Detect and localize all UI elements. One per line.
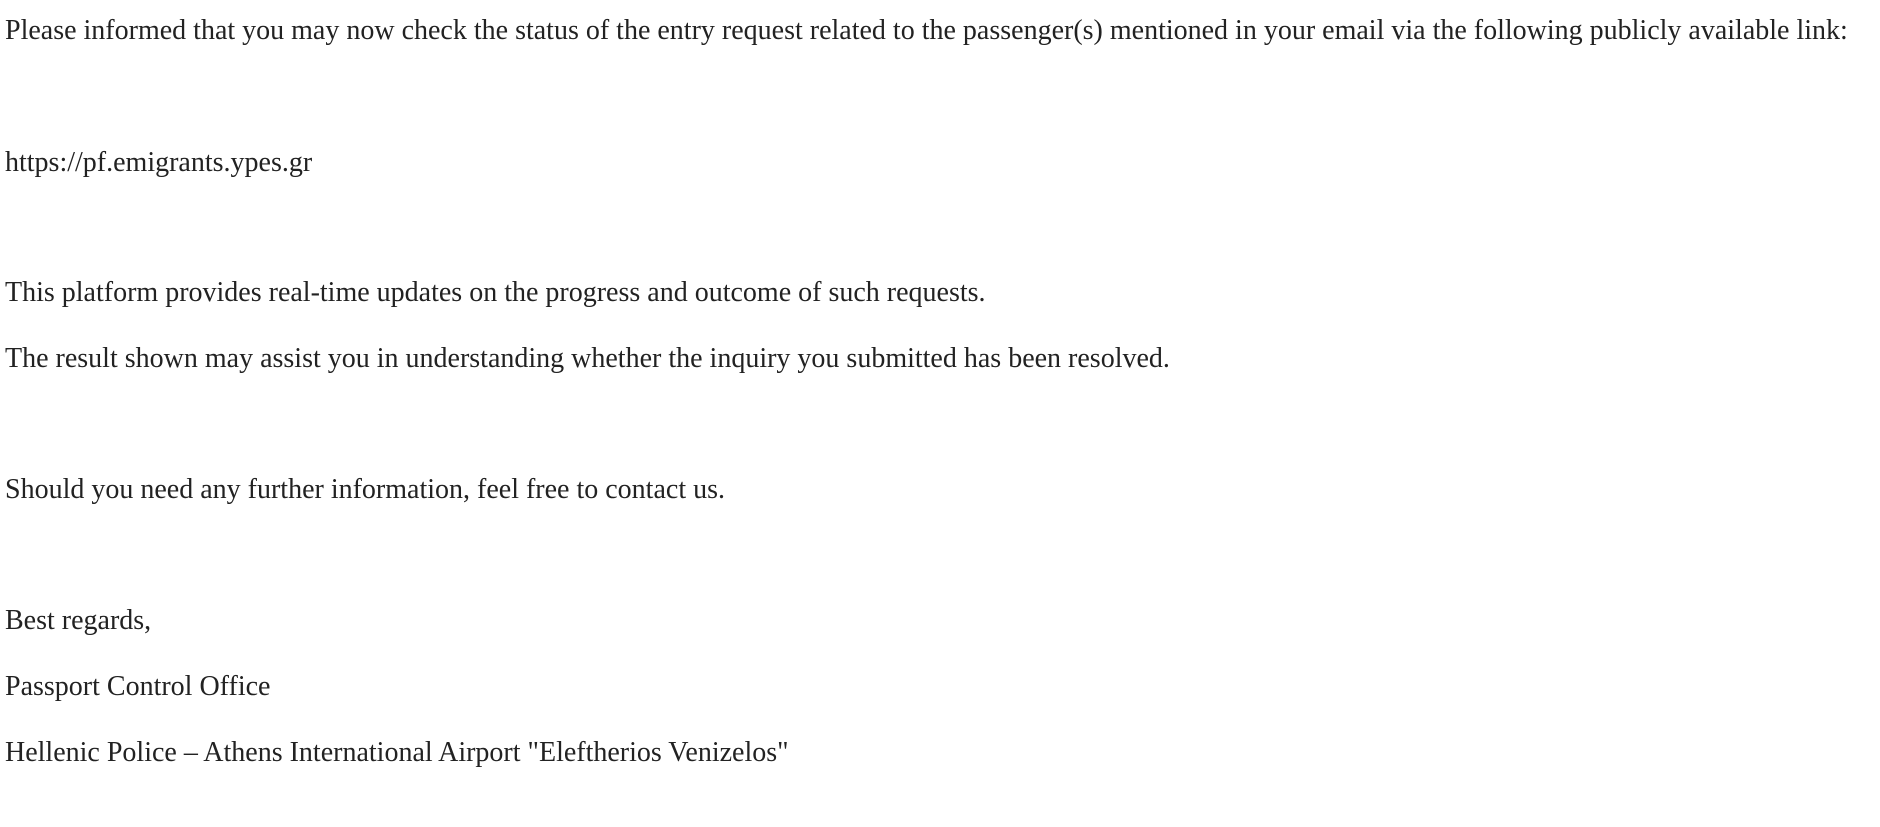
signature-organization: Hellenic Police – Athens International Airport "Eleftherios Venizelos"	[5, 737, 789, 768]
status-link[interactable]: https://pf.emigrants.ypes.gr	[5, 147, 313, 178]
status-link-paragraph	[5, 145, 1870, 180]
signature-office: Passport Control Office	[5, 671, 271, 702]
intro-paragraph: Please informed that you may now check the status of the entry request related to the passenger(s) mentioned in your email via the following publicly available link:	[5, 15, 1848, 46]
email-body	[5, 13, 1870, 770]
platform-paragraph: This platform provides real-time updates on the progress and outcome of such requests.	[5, 277, 986, 308]
contact-paragraph: Should you need any further information, feel free to contact us.	[5, 474, 725, 505]
closing-line: Best regards,	[5, 605, 152, 636]
result-paragraph: The result shown may assist you in understanding whether the inquiry you submitted has been resolved.	[5, 343, 1170, 374]
